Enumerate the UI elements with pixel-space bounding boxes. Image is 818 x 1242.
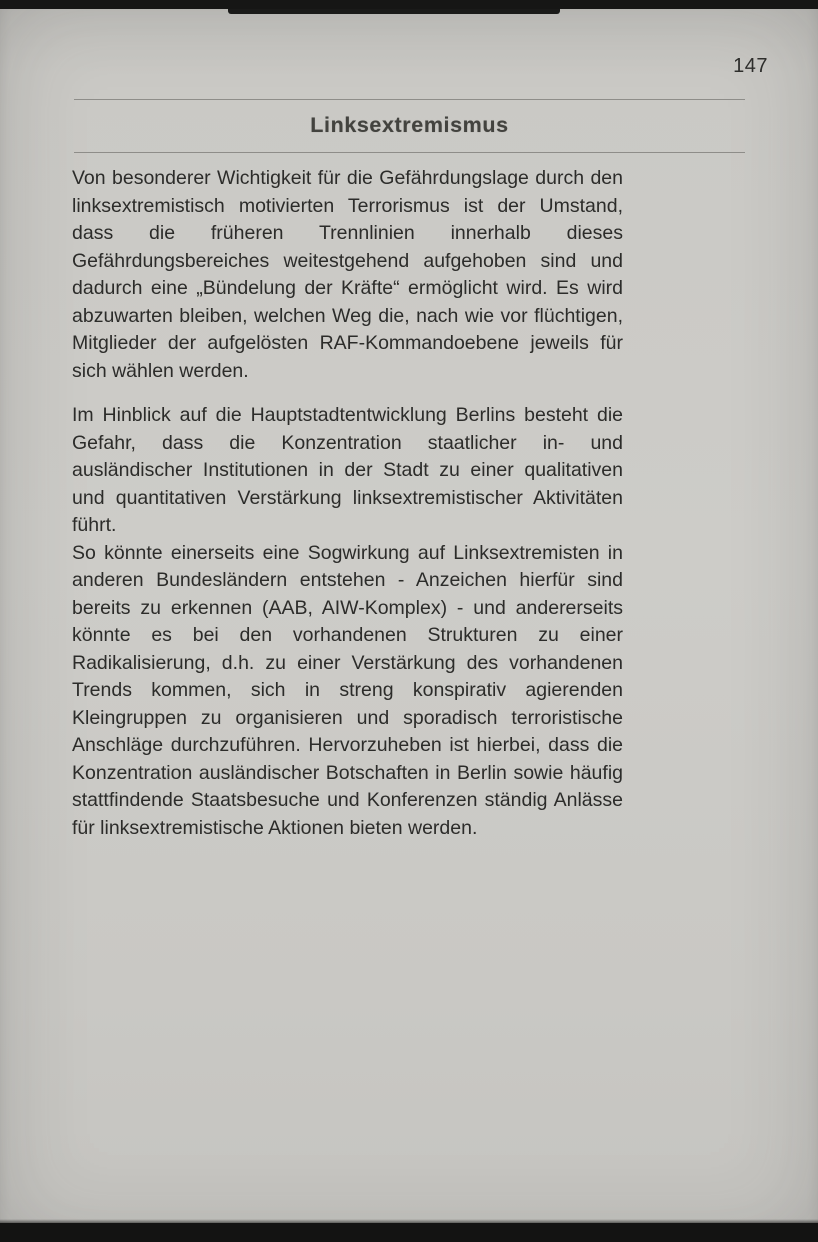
body-paragraph-1: Von besonderer Wichtigkeit für die Gefährdungslage durch den linksextremistisch motivierten Terrorismus ist der Umstand, dass die früheren Trennlinien innerhalb dieses Gefährdungsbereiches weitestgehend aufgehoben sind und dadurch eine „Bündelung der Kräfte“ ermöglicht wird. Es wird abzuwarten bleiben, welchen Weg die, nach wie vor flüchtigen, Mitglieder der aufgelösten RAF-Kommandoebene jeweils für sich wählen werden.	[72, 167, 623, 382]
body-paragraph-3: So könnte einerseits eine Sogwirkung auf Linksextremisten in anderen Bundesländern entstehen - Anzeichen hierfür sind bereits zu erkennen (AAB, AIW-Komplex) - und andererseits könnte es bei den vorhandenen Strukturen zu einer Radikalisierung, d.h. zu einer Verstärkung des vorhandenen Trends kommen, sich in streng konspirativ agierenden Kleingruppen zu organisieren und sporadisch terroristische Anschläge durchzuführen. Hervorzuheben ist hierbei, dass die Konzentration ausländischer Botschaften in Berlin sowie häufig stattfindende Staatsbesuche und Konferenzen ständig Anlässe für linksextremistische Aktionen bieten werden.	[72, 541, 623, 839]
scan-artifact-top-bar	[0, 0, 818, 9]
heading-rule-top	[74, 99, 745, 100]
body-text-block	[72, 165, 623, 842]
heading-rule-bottom	[74, 152, 745, 153]
body-paragraph-2: Im Hinblick auf die Hauptstadtentwicklung Berlins besteht die Gefahr, dass die Konzentration staatlicher in- und ausländischer Institutionen in der Stadt zu einer qualitativen und quantitativen Verstärkung linksextremistischer Aktivitäten führt.	[72, 404, 623, 536]
page-number: 147	[733, 55, 768, 77]
scan-artifact-bottom-bar	[0, 1223, 818, 1242]
section-heading: Linksextremismus	[310, 113, 509, 137]
heading-block	[74, 99, 745, 153]
